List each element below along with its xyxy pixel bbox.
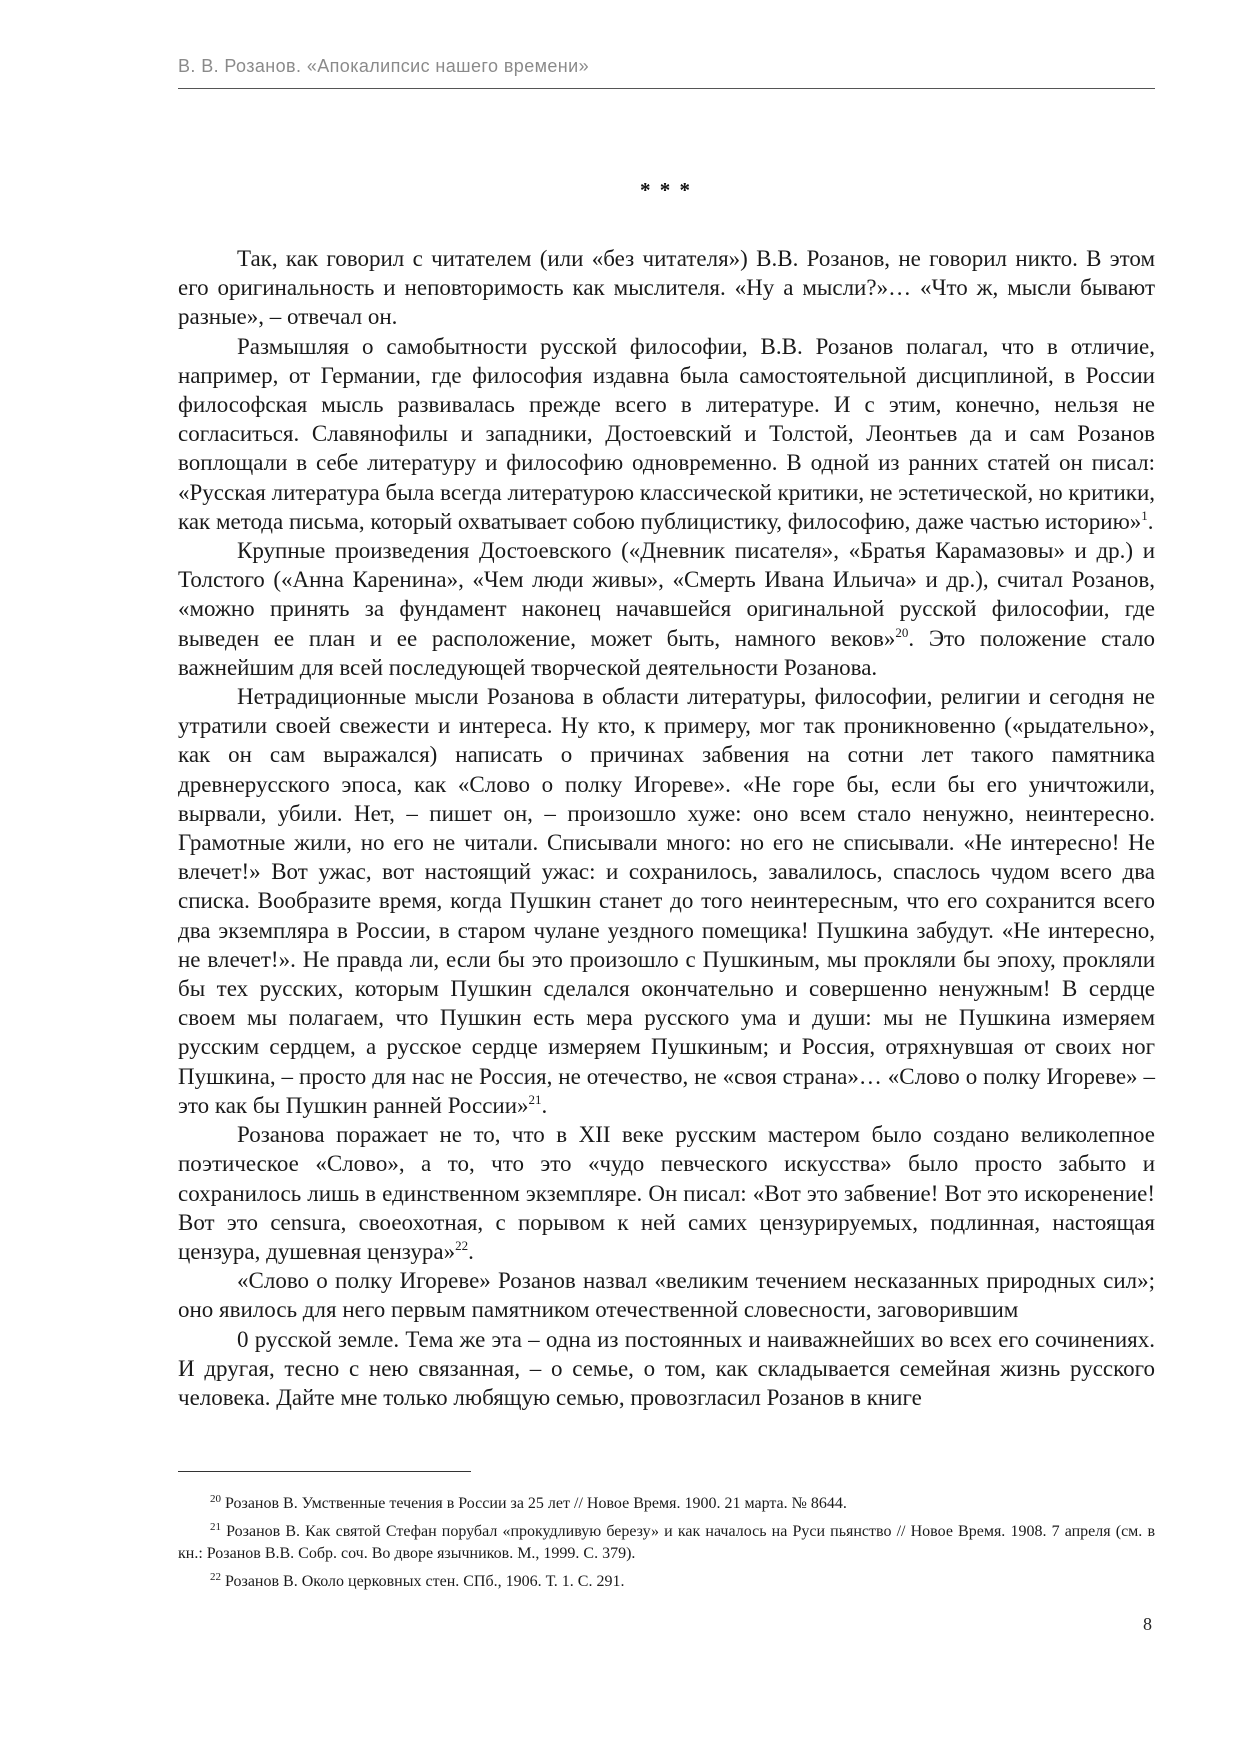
footnotes bbox=[178, 1493, 1155, 1599]
footnote-text: Розанов В. Умственные течения в России за 25 лет // Новое Время. 1900. 21 марта. № 8644. bbox=[225, 1495, 847, 1512]
footnote-ref[interactable]: 22 bbox=[455, 1237, 469, 1253]
paragraph-text: . bbox=[541, 1092, 548, 1118]
paragraph-text: . Это положение стало важнейшим для всей последующей творческой деятельности Розанова. bbox=[178, 625, 1155, 680]
footnote-number: 21 bbox=[210, 1521, 221, 1533]
footnote-text: Розанов В. Около церковных стен. СПб., 1906. Т. 1. С. 291. bbox=[225, 1573, 625, 1590]
paragraph-text: «Слово о полку Игореве» Розанов назвал «великим течением несказанных природных сил»; оно явилось для него первым памятником отечественной словесности, заговорившим bbox=[178, 1268, 1155, 1323]
footnote bbox=[178, 1493, 1155, 1515]
paragraph bbox=[178, 536, 1155, 682]
paragraph bbox=[178, 1266, 1155, 1324]
paragraph bbox=[178, 682, 1155, 1120]
page-number: 8 bbox=[1143, 1614, 1152, 1634]
footnote bbox=[178, 1571, 1155, 1593]
paragraph-text: Розанова поражает не то, что в XII веке русским мастером было создано великолепное поэтическое «Слово», а то, что это «чудо певческого искусства» было просто забыто и сохранилось лишь в единственном экземпляре. Он писал: «Вот это забвение! Вот это искоренение! Вот это censura, своеохотная, с порывом к ней самих цензурируемых, подлинная, настоящая цензура, душевная цензура» bbox=[178, 1122, 1155, 1264]
running-head: В. В. Розанов. «Апокалипсис нашего времени» bbox=[178, 56, 589, 76]
paragraph-text: Крупные произведения Достоевского («Дневник писателя», «Братья Карамазовы» и др.) и Толстого («Анна Каренина», «Чем люди живы», «Смерть Ивана Ильича» и др.), считал Розанов, «можно принять за фундамент наконец начавшейся оригинальной русской философии, где выведен ее план и ее расположение, может быть, намного веков» bbox=[178, 538, 1155, 651]
footnote-rule bbox=[178, 1471, 471, 1472]
footnote-number: 22 bbox=[210, 1571, 221, 1583]
paragraph bbox=[178, 244, 1155, 332]
footnote bbox=[178, 1521, 1155, 1565]
paragraph bbox=[178, 1325, 1155, 1413]
footnote-ref[interactable]: 1 bbox=[1141, 507, 1148, 523]
footnote-number: 20 bbox=[210, 1493, 221, 1505]
section-separator: * * * bbox=[640, 178, 692, 202]
paragraph bbox=[178, 332, 1155, 536]
paragraph-text: Размышляя о самобытности русской философии, В.В. Розанов полагал, что в отличие, например, от Германии, где философия издавна была самостоятельной дисциплиной, в России философская мысль развивалась прежде всего в литературе. И с этим, конечно, нельзя не согласиться. Славянофилы и западники, Достоевский и Толстой, Леонтьев да и сам Розанов воплощали в себе литературу и философию одновременно. В одной из ранних статей он писал: «Русская литература была всегда литературою классической критики, не эстетической, но критики, как метода письма, который охватывает собою публицистику, философию, даже частью историю» bbox=[178, 333, 1155, 534]
footnote-text: Розанов В. Как святой Стефан порубал «прокудливую березу» и как началось на Руси пьянство // Новое Время. 1908. 7 апреля (см. в кн.: Розанов В.В. Собр. соч. Во дворе язычников. М., 1999. С. 379). bbox=[178, 1523, 1155, 1562]
paragraph-text: Нетрадиционные мысли Розанова в области литературы, философии, религии и сегодня не утратили своей свежести и интереса. Ну кто, к примеру, мог так проникновенно («рыдательно», как он сам выражался) написать о причинах забвения на сотни лет такого памятника древнерусского эпоса, как «Слово о полку Игореве». «Не горе бы, если бы его уничтожили, вырвали, убили. Нет, – пишет он, – произошло хуже: оно всем стало ненужно, неинтересно. Грамотные жили, но его не читали. Списывали много: но его не списывали. «Не интересно! Не влечет!» Вот ужас, вот настоящий ужас: и сохранилось, завалилось, спаслось чудом всего два списка. Вообразите время, когда Пушкин станет до того неинтересным, что его сохранится всего два экземпляра в России, в старом чулане уездного помещика! Пушкина забудут. «Не интересно, не влечет!». Не правда ли, если бы это произошло с Пушкиным, мы прокляли бы эпоху, прокляли бы тех русских, которым Пушкин сделался окончательно и совершенно ненужным! В сердце своем мы полагаем, что Пушкин есть мера русского ума и души: мы не Пушкина измеряем русским сердцем, а русское сердце измеряем Пушкиным; и Россия, отряхнувшая от своих ног Пушкина, – просто для нас не Россия, не отечество, не «своя страна»… «Слово о полку Игореве» – это как бы Пушкин ранней России» bbox=[178, 684, 1155, 1118]
paragraph bbox=[178, 1120, 1155, 1266]
header-rule bbox=[178, 88, 1155, 89]
footnote-ref[interactable]: 20 bbox=[895, 624, 909, 640]
paragraph-text: . bbox=[468, 1238, 474, 1264]
paragraph-text: . bbox=[1147, 508, 1154, 534]
footnote-ref[interactable]: 21 bbox=[528, 1091, 542, 1107]
paragraph-text: Так, как говорил с читателем (или «без читателя») В.В. Розанов, не говорил никто. В этом его оригинальность и неповторимость как мыслителя. «Ну а мысли?»… «Что ж, мысли бывают разные», – отвечал он. bbox=[178, 246, 1155, 330]
body-text bbox=[178, 244, 1155, 1412]
paragraph-text: 0 русской земле. Тема же эта – одна из постоянных и наиважнейших во всех его сочинениях. И другая, тесно с нею связанная, – о семье, о том, как складывается семейная жизнь русского человека. Дайте мне только любящую семью, провозгласил Розанов в книге bbox=[178, 1326, 1155, 1410]
